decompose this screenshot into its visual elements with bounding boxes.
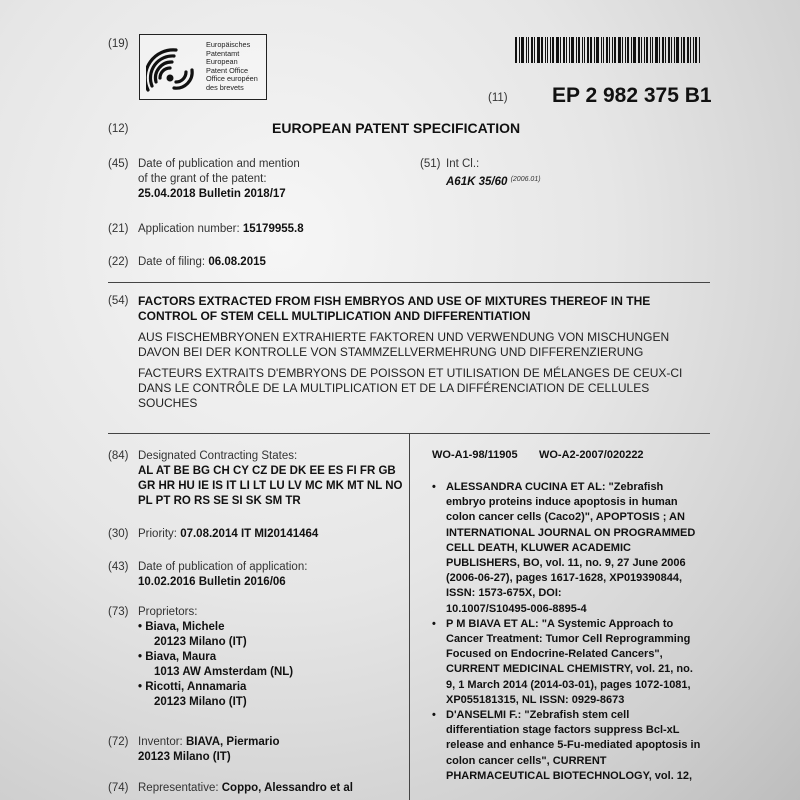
barcode-bar [560, 37, 561, 63]
inid-code-84: (84) [108, 450, 129, 462]
inid-code-51: (51) [420, 158, 441, 170]
barcode-bar [541, 37, 543, 63]
column-divider [409, 433, 410, 800]
title-line: FACTORS EXTRACTED FROM FISH EMBRYOS AND USE OF MIXTURES THEREOF IN THE [138, 294, 651, 308]
barcode-bar [537, 37, 540, 63]
citation-item [432, 480, 714, 617]
barcode-bar [571, 37, 574, 63]
proprietor-name-text: Biava, Maura [145, 651, 217, 663]
citation-item [432, 617, 714, 708]
citation-line: PUBLISHERS, BO, vol. 11, no. 9, 27 June 2006 [446, 557, 686, 570]
barcode-bar [618, 37, 621, 63]
inid-code-19: (19) [108, 38, 129, 50]
proprietor-name-text: Biava, Michele [145, 621, 225, 633]
barcode-bar [526, 37, 527, 63]
inid-code-72: (72) [108, 736, 129, 748]
proprietor-name-text: Ricotti, Annamaria [145, 681, 247, 693]
barcode-bar [662, 37, 664, 63]
office-name-line: Patent Office [206, 65, 249, 75]
title-en [138, 294, 708, 324]
barcode-bar [627, 37, 629, 63]
barcode-bar [556, 37, 559, 63]
barcode-bar [566, 37, 567, 63]
barcode-bar [614, 37, 616, 63]
epo-emblem-icon [146, 42, 200, 92]
proprietor-address: 20123 Milano (IT) [154, 696, 247, 708]
filing-label: Date of filing: [138, 256, 206, 268]
barcode-bar [652, 37, 653, 63]
citation-line: PHARMACEUTICAL BIOTECHNOLOGY, vol. 12, [446, 769, 693, 782]
barcode-bar [519, 37, 520, 63]
application-publication [138, 560, 307, 590]
citation-line: CURRENT MEDICINAL CHEMISTRY, vol. 21, no. [446, 663, 693, 676]
citation-line: embryo proteins induce apoptosis in human [446, 496, 678, 509]
citation-line: ISSN: 1573-675X, DOI: [446, 587, 562, 600]
barcode-bar [515, 37, 517, 63]
states-line: PL PT RO RS SE SI SK SM TR [138, 495, 301, 507]
barcode-bar [612, 37, 613, 63]
patent-number: EP 2 982 375 B1 [552, 84, 712, 107]
inid-code-21: (21) [108, 223, 129, 235]
inventor-address: 20123 Milano (IT) [138, 751, 231, 763]
application-number [138, 222, 304, 237]
citation-line: Cancer Treatment: Tumor Cell Reprogramming [446, 633, 691, 646]
inventor-name: BIAVA, Piermario [185, 736, 280, 748]
inid-code-45: (45) [108, 158, 129, 170]
states-label: Designated Contracting States: [138, 450, 298, 462]
barcode-bar [631, 37, 632, 63]
inid-code-54: (54) [108, 295, 129, 307]
citation-line: 9, 1 March 2014 (2014-03-01), pages 1072-1081, [446, 678, 691, 691]
barcode-bar [633, 37, 636, 63]
barcode-bar [531, 37, 533, 63]
int-cl-suffix: (2006.01) [510, 176, 541, 183]
office-name-line: European [206, 57, 238, 67]
priority-label: Priority: [138, 528, 177, 540]
proprietors-label: Proprietors: [138, 606, 198, 618]
barcode-bar [646, 37, 648, 63]
inid-code-74: (74) [108, 782, 129, 794]
barcode-bar [590, 37, 592, 63]
title-line: AUS FISCHEMBRYONEN EXTRAHIERTE FAKTOREN UND VERWENDUNG VON MISCHUNGEN [138, 330, 670, 344]
citation-line: • P M BIAVA ET AL: "A Systemic Approach to [446, 617, 674, 630]
barcode-bar [596, 37, 599, 63]
inid-code-11: (11) [488, 92, 508, 104]
barcode-bar [587, 37, 589, 63]
barcode-bar [584, 37, 585, 63]
barcode-bar [622, 37, 623, 63]
filing-date [138, 255, 266, 270]
barcode-bar [545, 37, 546, 63]
citation-line: (2006-06-27), pages 1617-1628, XP019390844, [446, 572, 683, 585]
representative [138, 781, 353, 796]
priority-value: 07.08.2014 IT MI20141464 [180, 528, 319, 540]
title-line: DANS LE CONTRÔLE DE LA MULTIPLICATION ET DE LA DIFFÉRENCIATION DE CELLULES [138, 381, 650, 395]
barcode-bar [695, 37, 697, 63]
title-line: DAVON BEI DER KONTROLLE VON STAMMZELLVERMEHRUNG UND DIFFERENZIERUNG [138, 345, 644, 359]
proprietor-name: • Ricotti, Annamaria [138, 681, 247, 693]
title-line: SOUCHES [138, 396, 198, 410]
publication-label: of the grant of the patent: [138, 173, 267, 185]
publication-value: 25.04.2018 Bulletin 2018/17 [138, 188, 286, 200]
citation-line: colon cancer cells (Caco2)", APOPTOSIS ; AN [446, 511, 685, 524]
app-pub-value: 10.02.2016 Bulletin 2016/06 [138, 576, 286, 588]
document-type: EUROPEAN PATENT SPECIFICATION [272, 120, 521, 136]
divider [108, 282, 710, 283]
title-fr [138, 366, 708, 411]
title-line: CONTROL OF STEM CELL MULTIPLICATION AND DIFFERENTIATION [138, 309, 531, 323]
office-name-line: Patentamt [206, 48, 240, 58]
inventor [138, 735, 279, 765]
citations [432, 480, 714, 784]
barcode-bar [603, 37, 604, 63]
barcode-bar [625, 37, 626, 63]
barcode-bar [683, 37, 685, 63]
publication-label: Date of publication and mention [138, 158, 300, 170]
citation-line: INTERNATIONAL JOURNAL ON PROGRAMMED [446, 526, 696, 539]
barcode-bar [563, 37, 565, 63]
inid-code-22: (22) [108, 256, 129, 268]
proprietors [138, 605, 293, 710]
inid-code-43: (43) [108, 561, 129, 573]
title-de [138, 330, 708, 360]
barcode-bar [576, 37, 577, 63]
office-name-line: Office européen [206, 74, 258, 84]
barcode-bar [578, 37, 580, 63]
barcode-bar [668, 37, 670, 63]
title-line: FACTEURS EXTRAITS D'EMBRYONS DE POISSON ET UTILISATION DE MÉLANGES DE CEUX-CI [138, 366, 683, 380]
barcode-bar [582, 37, 583, 63]
barcode-bar [693, 37, 694, 63]
int-cl-label: Int Cl.: [446, 158, 480, 170]
representative-value: Coppo, Alessandro et al [221, 782, 353, 794]
barcode-bar [650, 37, 651, 63]
barcode-bar [521, 37, 524, 63]
app-pub-label: Date of publication of application: [138, 561, 308, 573]
barcode-bar [601, 37, 602, 63]
inid-code-12: (12) [108, 123, 129, 135]
wo-references: WO-A1-98/11905 WO-A2-2007/020222 [432, 449, 644, 461]
barcode-bar [534, 37, 535, 63]
citation-line: Focused on Endocrine-Related Cancers", [446, 648, 663, 661]
int-cl [446, 172, 541, 190]
citation-line: XP055181315, NL ISSN: 0929-8673 [446, 693, 625, 706]
proprietor-address: 1013 AW Amsterdam (NL) [154, 666, 294, 678]
barcode [515, 37, 717, 63]
citation-line: 10.1007/S10495-006-8895-4 [446, 602, 587, 615]
barcode-bar [528, 37, 529, 63]
barcode-bar [644, 37, 645, 63]
barcode-bar [655, 37, 658, 63]
barcode-bar [638, 37, 640, 63]
office-name-line: des brevets [206, 82, 244, 92]
citation-line: differentiation stage factors suppress Bcl-xL [446, 724, 680, 737]
barcode-bar [674, 37, 675, 63]
proprietor-name: • Biava, Michele [138, 621, 225, 633]
inventor-label: Inventor: [138, 736, 183, 748]
title-block [138, 294, 708, 411]
barcode-bar [550, 37, 551, 63]
citation-line: colon cancer cells", CURRENT [446, 754, 607, 767]
barcode-bar [671, 37, 672, 63]
states-line: GR HR HU IE IS IT LI LT LU LV MC MK MT NL NO [138, 480, 403, 492]
barcode-bar [687, 37, 689, 63]
application-value: 15179955.8 [242, 223, 304, 235]
citation-line: • ALESSANDRA CUCINA ET AL: "Zebrafish [446, 481, 664, 493]
barcode-bar [594, 37, 595, 63]
barcode-bar [676, 37, 679, 63]
barcode-bar [690, 37, 691, 63]
proprietor-address: 20123 Milano (IT) [154, 636, 247, 648]
citation-line: CELL DEATH, KLUWER ACADEMIC [446, 541, 631, 554]
barcode-bar [681, 37, 682, 63]
filing-value: 06.08.2015 [208, 256, 266, 268]
epo-logo [139, 34, 267, 100]
states-line: AL AT BE BG CH CY CZ DE DK EE ES FI FR GB [138, 465, 396, 477]
barcode-bar [699, 37, 700, 63]
inid-code-73: (73) [108, 606, 129, 618]
barcode-bar [552, 37, 554, 63]
barcode-bar [606, 37, 608, 63]
office-name-line: Europäisches [206, 40, 251, 49]
barcode-bar [665, 37, 666, 63]
office-names [206, 41, 258, 93]
representative-label: Representative: [138, 782, 219, 794]
priority [138, 527, 318, 542]
barcode-bar [547, 37, 548, 63]
inid-code-30: (30) [108, 528, 129, 540]
publication-grant [138, 157, 300, 202]
citation-line: • D'ANSELMI F.: "Zebrafish stem cell [446, 709, 630, 722]
barcode-bar [641, 37, 642, 63]
application-label: Application number: [138, 223, 240, 235]
barcode-bar [659, 37, 660, 63]
citation-item [432, 708, 714, 784]
proprietor-name: • Biava, Maura [138, 651, 217, 663]
designated-states [138, 449, 402, 509]
barcode-bar [609, 37, 610, 63]
barcode-bar [569, 37, 570, 63]
citation-line: release and enhance 5-Fu-mediated apoptosis in [446, 739, 701, 752]
int-cl-value: A61K 35/60 [446, 176, 508, 188]
